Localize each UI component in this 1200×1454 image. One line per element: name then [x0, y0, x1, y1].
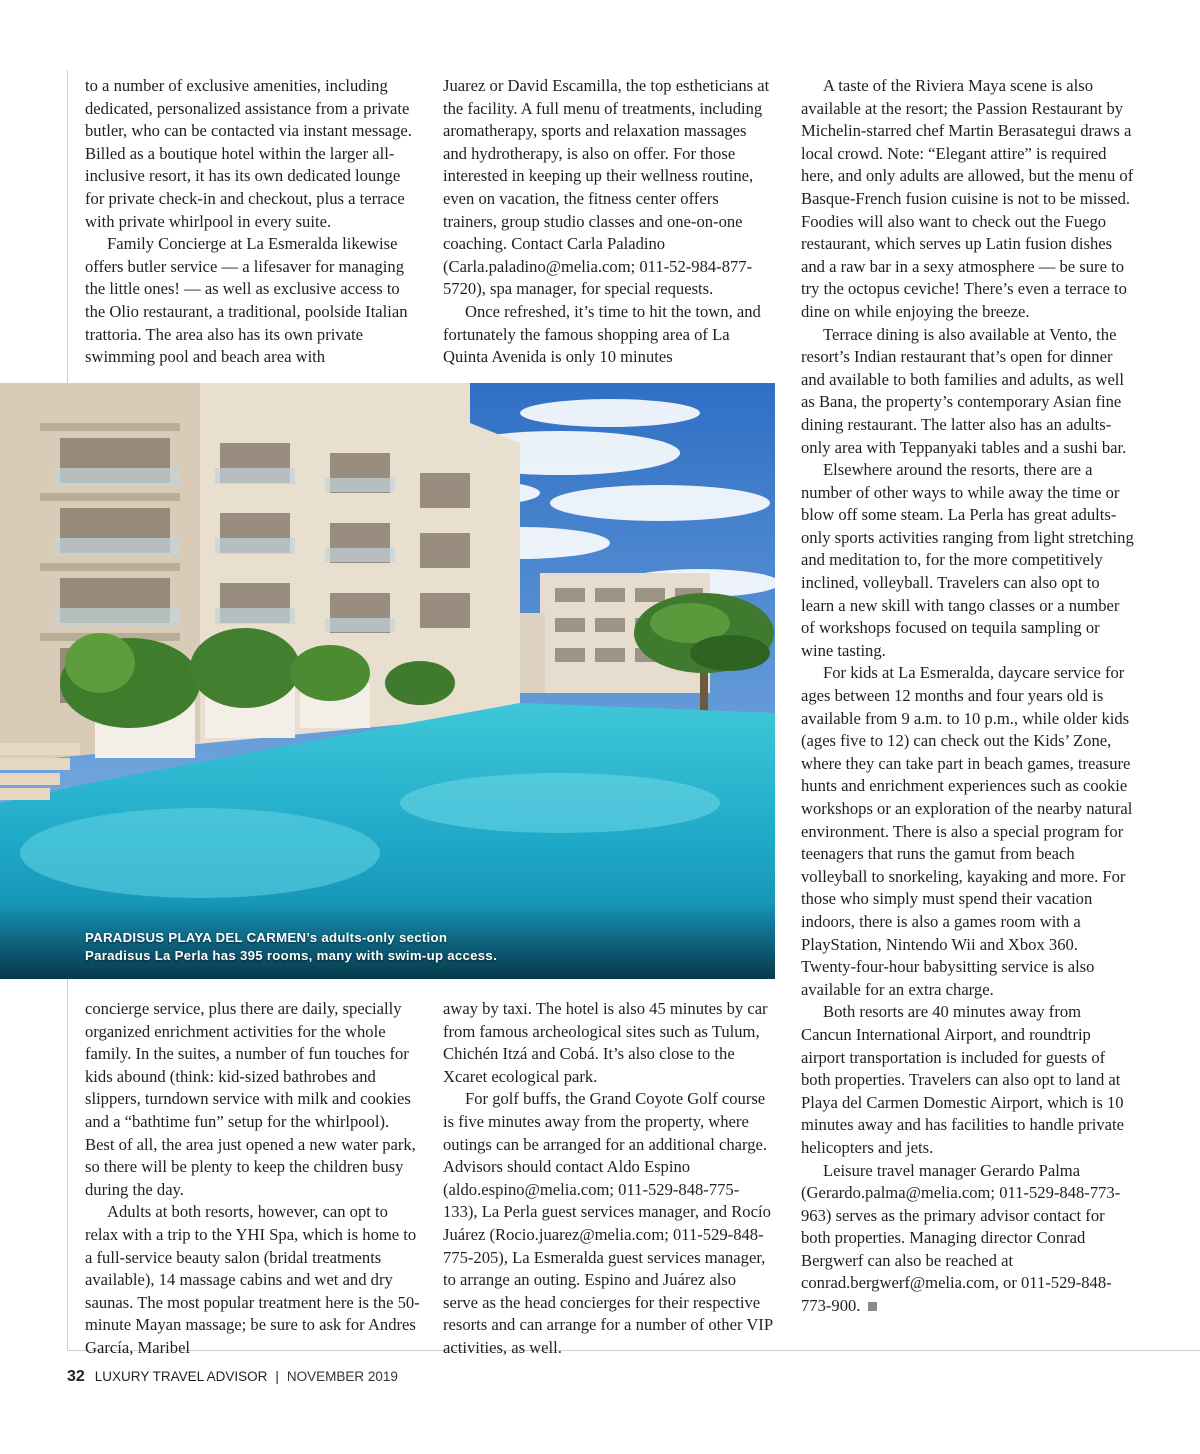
column-2-top [443, 75, 773, 369]
paragraph-text: Leisure travel manager Gerardo Palma (Gerardo.palma@melia.com; 011-529-848-773-963) serves as the primary advisor contact for both properties. Managing director Conrad Bergwerf can also be reached at conrad.bergwerf@melia.com, or 011-529-848-773-900. [801, 1160, 1121, 1316]
paragraph: For golf buffs, the Grand Coyote Golf course is five minutes away from the property, where outings can be arranged for an additional charge. Advisors should contact Aldo Espino (aldo.espino@melia.com; 011-529-848-775-133), La Perla guest services manager, and Rocío Juárez (Rocio.juarez@melia.com; 011-529-848-775-205), La Esmeralda guest services manager, to arrange an outing. Espino and Juárez also serve as the head concierges for their respective resorts and can arrange for a number of other VIP activities, as well. [443, 1089, 773, 1357]
column-2-bottom [443, 998, 773, 1360]
resort-pool-illustration [0, 383, 775, 979]
page-number: 32 [67, 1368, 85, 1385]
paragraph: Adults at both resorts, however, can opt to relax with a trip to the YHI Spa, which is home to a full-service beauty salon (bridal treatments available), 14 massage cabins and wet and dry saunas. The most popular treatment here is the 50-minute Mayan massage; be sure to ask for Andres García, Maribel [85, 1202, 420, 1357]
caption-line-1: PARADISUS PLAYA DEL CARMEN’s adults-only section [85, 930, 448, 945]
paragraph: concierge service, plus there are daily, specially organized enrichment activities for the whole family. In the suites, a number of fun touches for kids abound (think: kid-sized bathrobes and slippers, turndown service with milk and cookies and a “bathtime fun” setup for the whirlpool). Best of all, the area just opened a new water park, so there will be plenty to keep the children busy during the day. [85, 999, 416, 1199]
end-of-article-mark [868, 1302, 877, 1311]
paragraph: away by taxi. The hotel is also 45 minutes by car from famous archeological sites such as Tulum, Chichén Itzá and Cobá. It’s also close to the Xcaret ecological park. [443, 999, 768, 1086]
paragraph: Juarez or David Escamilla, the top estheticians at the facility. A full menu of treatments, including aromatherapy, sports and relaxation massages and hydrotherapy, is also on offer. For those interested in keeping up their wellness routine, even on vacation, the fitness center offers trainers, group studio classes and one-on-one coaching. Contact Carla Paladino (Carla.paladino@melia.com; 011-52-984-877-5720), spa manager, for special requests. [443, 76, 770, 299]
issue-date: NOVEMBER 2019 [286, 1369, 398, 1384]
last-paragraph [801, 1160, 1135, 1318]
paragraph: A taste of the Riviera Maya scene is also available at the resort; the Passion Restaurant by Michelin-starred chef Martin Berasategui draws a local crowd. Note: “Elegant attire” is required here, and only adults are allowed, but the menu of Basque-French fusion cuisine is not to be missed. Foodies will also want to check out the Fuego restaurant, which serves up Latin fusion dishes and a raw bar in a sexy atmosphere — be sure to try the octopus ceviche! There’s even a terrace to dine on while enjoying the breeze. [801, 76, 1134, 321]
paragraph: Both resorts are 40 minutes away from Cancun International Airport, and roundtrip airport transportation is included for guests of both properties. Travelers can also opt to land at Playa del Carmen Domestic Airport, which is 10 minutes away and has facilities to handle private helicopters and jets. [801, 1002, 1125, 1157]
paragraph: Elsewhere around the resorts, there are a number of other ways to while away the time or blow off some steam. La Perla has great adults-only sports activities ranging from light stretching and meditation to, for the more competitively inclined, volleyball. Travelers can also opt to learn a new skill with tango classes or a number of workshops focused on tequila sampling or wine tasting. [801, 460, 1134, 660]
paragraph: to a number of exclusive amenities, including dedicated, personalized assistance from a private butler, who can be contacted via instant message. Billed as a boutique hotel within the larger all-inclusive resort, it has its own dedicated lounge for private check-in and checkout, plus a terrace with private whirlpool in every suite. [85, 76, 412, 231]
caption-line-2: Paradisus La Perla has 395 rooms, many with swim-up access. [85, 947, 498, 963]
column-1-top [85, 75, 420, 369]
paragraph: For kids at La Esmeralda, daycare service for ages between 12 months and four years old is available from 9 a.m. to 10 p.m., while older kids (ages five to 12) can check out the Kids’ Zone, where they can take part in beach games, treasure hunts and enrichment experiences such as cookie workshops or an exploration of the nearby natural environment. There is also a special program for teenagers that runs the gamut from beach volleyball to snorkeling, kayaking and more. For those who simply must spend their vacation indoors, there is also a games room with a PlayStation, Nintendo Wii and Xbox 360. Twenty-four-hour babysitting service is also available for an extra charge. [801, 663, 1133, 999]
column-1-bottom [85, 998, 420, 1360]
page-footer [67, 1368, 398, 1390]
photo-caption [85, 929, 685, 964]
paragraph: Terrace dining is also available at Vento, the resort’s Indian restaurant that’s open for dinner and available to both families and adults, as well as Bana, the property’s contemporary Asian fine dining restaurant. The latter also has an adults-only area with Teppanyaki tables and a sushi bar. [801, 324, 1127, 457]
footer-separator: | [275, 1369, 279, 1384]
paragraph: Family Concierge at La Esmeralda likewise offers butler service — a lifesaver for managing the little ones! — as well as exclusive access to the Olio restaurant, a traditional, poolside Italian trattoria. The area also has its own private swimming pool and beach area with [85, 234, 408, 367]
column-3 [801, 75, 1135, 1318]
resort-pool-photo [0, 383, 775, 979]
paragraph: Once refreshed, it’s time to hit the town, and fortunately the famous shopping area of La Quinta Avenida is only 10 minutes [443, 301, 761, 367]
publication-name: LUXURY TRAVEL ADVISOR [94, 1369, 268, 1384]
